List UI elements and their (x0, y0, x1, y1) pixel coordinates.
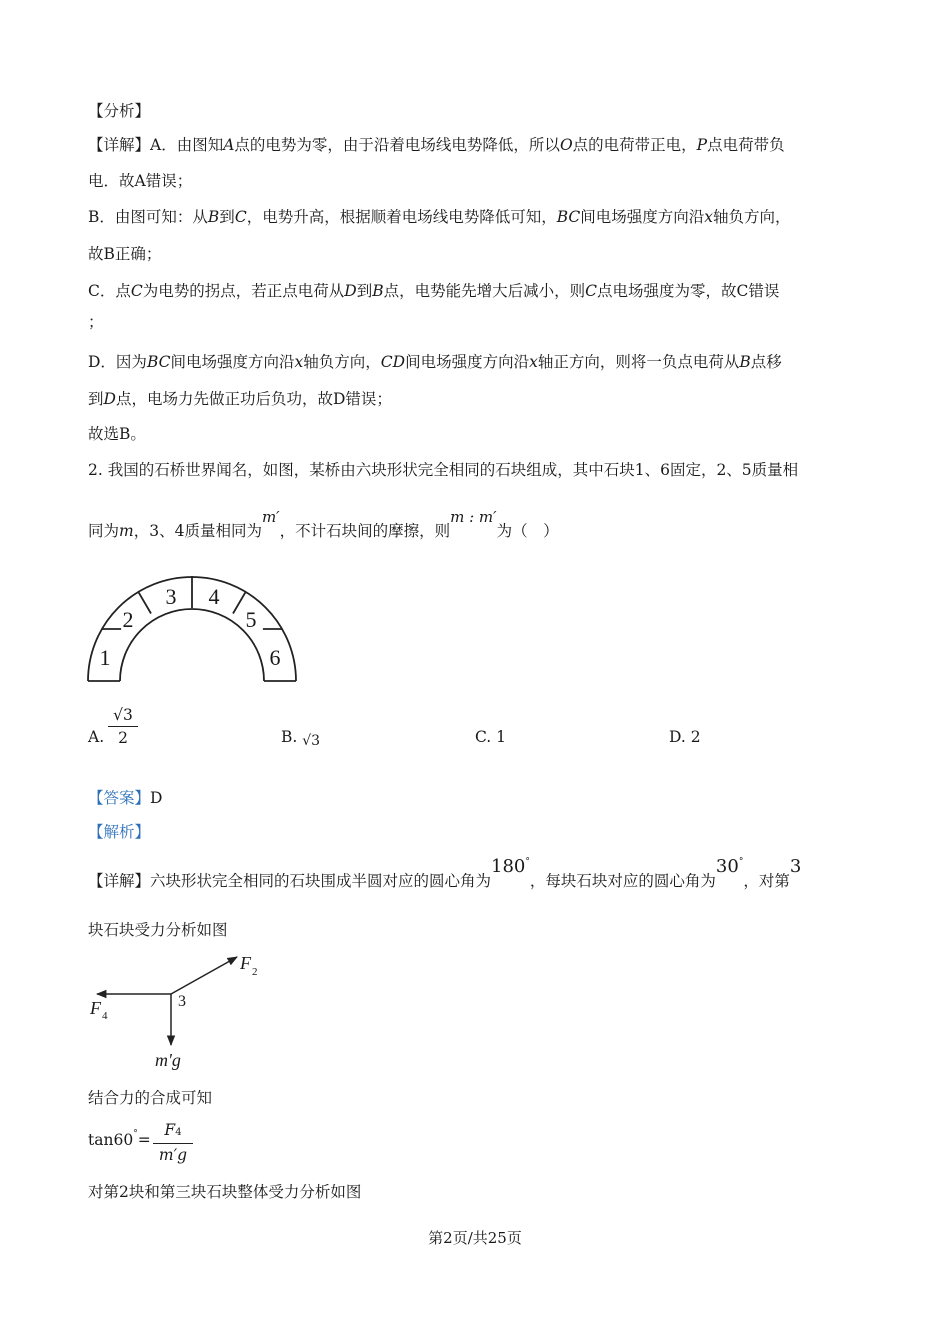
f4-label: F (90, 998, 101, 1018)
arch-label-3: 3 (165, 584, 177, 609)
formula-numerator: F4 (153, 1120, 193, 1144)
arch-label-1: 1 (99, 645, 111, 670)
option-a[interactable]: A. (88, 728, 105, 746)
last-line: 对第2块和第三块石块整体受力分析如图 (88, 1183, 362, 1201)
combine-line: 结合力的合成可知 (88, 1089, 213, 1107)
detail2-line2: 块石块受力分析如图 (88, 921, 228, 939)
formula-denominator: m′g (158, 1146, 188, 1164)
choose-line: 故选B。 (88, 425, 146, 443)
f2-label: F (240, 953, 251, 973)
stone-arch-figure (80, 565, 305, 690)
analysis-heading: 【分析】 (88, 102, 151, 120)
page-footer: 第2页/共25页 (428, 1229, 522, 1247)
weight-label: m'g (155, 1050, 181, 1070)
tan-formula-fraction (153, 1120, 193, 1166)
option-c[interactable]: C. 1 (475, 728, 507, 746)
detail2-line1: 【详解】六块形状完全相同的石块围成半圆对应的圆心角为180°，每块石块对应的圆心角为30°，对第3 (88, 856, 802, 890)
question-2-line2: 同为m，3、4质量相同为m′，不计石块间的摩擦，则m : m′为（ ） (88, 508, 559, 540)
detail-b-line1: B．由图可知：从B到C，电势升高，根据顺着电场线电势降低可知，BC间电场强度方向沿x轴负方向， (88, 208, 791, 226)
answer-tag: 【答案】 (88, 789, 151, 807)
detail-b-line2: 故B正确； (88, 245, 162, 263)
detail-d-line1: D．因为BC间电场强度方向沿x轴负方向，CD间电场强度方向沿x轴正方向，则将一负点电荷从B点移 (88, 353, 782, 371)
mass-ratio: m : m′ (450, 508, 497, 526)
question-2-line1: 2. 我国的石桥世界闻名，如图，某桥由六块形状完全相同的石块组成，其中石块1、6固定，2、5质量相 (88, 461, 799, 479)
option-a-denominator: 2 (118, 729, 128, 747)
option-d[interactable]: D. 2 (669, 728, 701, 746)
f4-subscript: 4 (102, 1010, 108, 1022)
option-a-fraction (108, 704, 138, 749)
detail-c-line1: C．点C为电势的拐点，若正点电荷从D到B点，电势能先增大后减小，则C点电场强度为零，故C错误 (88, 282, 780, 300)
block-3-label: 3 (178, 993, 186, 1010)
detail-a-line2: 电．故A错误； (88, 172, 193, 190)
arch-inner (120, 609, 264, 681)
detail-a-line1: 【详解】A．由图知A点的电势为零，由于沿着电场线电势降低，所以O点的电荷带正电，P点电荷带负 (88, 136, 785, 154)
m-prime: m′ (261, 508, 280, 526)
jiexi-heading: 【解析】 (88, 823, 151, 841)
detail-d-line2: 到D点，电场力先做正功后负功，故D错误； (88, 390, 392, 408)
option-b[interactable]: B. √3 (281, 728, 321, 749)
force-diagram (85, 948, 275, 1073)
option-a-numerator: √3 (108, 704, 138, 727)
arch-label-6: 6 (269, 645, 281, 670)
arch-label-2: 2 (122, 607, 134, 632)
f2-subscript: 2 (252, 966, 258, 978)
answer-value: D (150, 789, 163, 807)
arch-label-5: 5 (245, 607, 257, 632)
arch-label-4: 4 (208, 584, 220, 609)
detail-c-line2: ； (88, 313, 104, 331)
f2-arrow (171, 957, 237, 994)
tan-formula-lhs: tan60°= (88, 1129, 151, 1149)
answer-line (88, 787, 162, 809)
